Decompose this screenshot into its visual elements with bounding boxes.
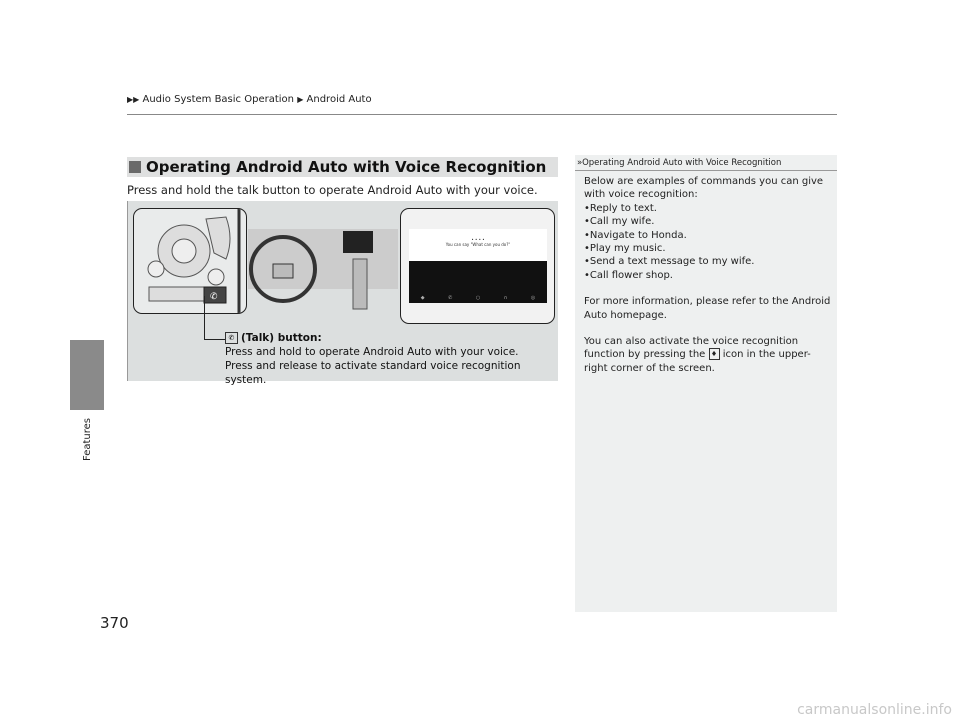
callout-leader-line	[204, 296, 225, 340]
chapter-tab	[70, 340, 104, 410]
home-icon: ○	[475, 295, 481, 301]
navigation-icon: ◆	[420, 295, 425, 301]
list-item: • Call flower shop.	[584, 269, 834, 282]
list-item: • Call my wife.	[584, 215, 834, 228]
android-auto-voice-screen: • • • • You can say "What can you do?" ◆ ✆ ○ ∩ ◎	[409, 229, 547, 303]
breadcrumb-item[interactable]: Audio System Basic Operation	[142, 94, 294, 105]
exit-icon: ◎	[530, 295, 536, 301]
phone-icon: ✆	[448, 295, 453, 301]
list-item: • Play my music.	[584, 242, 834, 255]
chapter-label: Features	[82, 418, 93, 461]
svg-text:✆: ✆	[210, 292, 218, 302]
talk-icon: ✆	[225, 332, 238, 344]
breadcrumb: ▶▶ Audio System Basic Operation ▶ Android Auto	[127, 94, 372, 105]
page-number: 370	[100, 614, 129, 632]
steering-wheel-detail	[133, 208, 247, 314]
note-divider	[575, 170, 837, 171]
dashboard-illustration	[248, 219, 398, 319]
microphone-icon: ♦	[709, 348, 720, 360]
square-bullet-icon	[129, 161, 141, 173]
list-item: • Send a text message to my wife.	[584, 255, 834, 268]
section-heading: Operating Android Auto with Voice Recognition	[127, 157, 558, 177]
voice-prompt: You can say "What can you do?"	[445, 242, 511, 247]
figure	[127, 201, 558, 386]
steering-controls-illustration	[134, 209, 246, 313]
talk-button-callout: ✆ (Talk) button: Press and hold to operate Android Auto with your voice. Press and release to activate standard voice recognition system.	[225, 332, 521, 386]
list-item: • Navigate to Honda.	[584, 229, 834, 242]
header-divider	[127, 114, 837, 115]
sidebar-note: »Operating Android Auto with Voice Recognition Below are examples of commands you can give with voice recognition: • Reply to text. • Call my wife. • Navigate to Honda. • Play my music. • Send a text message to my wife. • Call flower shop. For more information, please refer to the Android Auto homepage. You can also activate the voice recognition function by pressing the ♦ icon in the upper-right corner of the screen.	[575, 155, 837, 612]
command-list	[584, 202, 834, 282]
double-chevron-icon: »	[577, 158, 583, 168]
section-lead: Press and hold the talk button to operate Android Auto with your voice.	[127, 183, 538, 197]
screen-detail	[400, 208, 555, 324]
android-auto-nav-bar	[409, 295, 547, 301]
headphones-icon: ∩	[503, 295, 508, 301]
breadcrumb-item[interactable]: Android Auto	[306, 94, 372, 105]
watermark: carmanualsonline.info	[797, 702, 952, 718]
list-item: • Reply to text.	[584, 202, 834, 215]
note-heading: »Operating Android Auto with Voice Recognition	[577, 158, 782, 168]
